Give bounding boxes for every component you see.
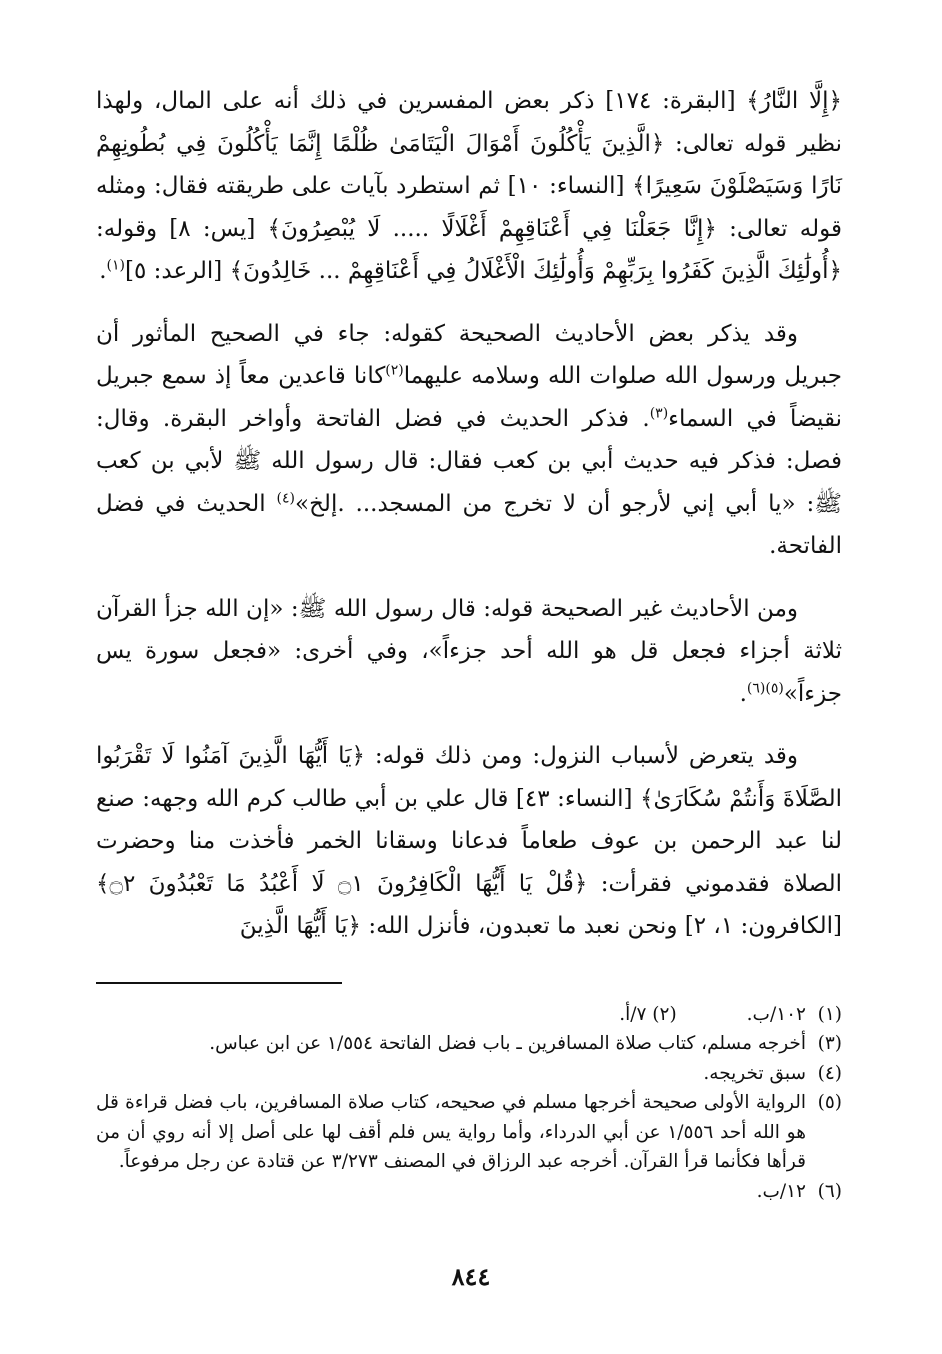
footnote-separator <box>96 982 342 984</box>
footnote-2-text: ٧/أ. <box>619 1003 647 1025</box>
footnote-1-2-text <box>96 1000 806 1030</box>
footnote-6-text: ١٢/ب. <box>756 1180 806 1202</box>
paragraph-3-tail: . <box>739 680 747 707</box>
paragraph-3-text: ومن الأحاديث غير الصحيحة قوله: قال رسول الله ﷺ: «إن الله جزأ القرآن ثلاثة أجزاء فجعل قل هو الله أحد جزءاً»، وفي أخرى: «فجعل سورة يس جزءاً» <box>96 595 842 707</box>
footnotes <box>96 1000 842 1207</box>
footnote-ref-3[interactable]: (٣) <box>649 404 669 421</box>
footnote-separator-wrap <box>96 968 842 1000</box>
footnote-1-2 <box>96 1000 842 1030</box>
footnote-1-text: ١٠٢/ب. <box>746 1003 806 1025</box>
paragraph-1-text: ﴿إِلَّا النَّارُ﴾ [البقرة: ١٧٤] ذكر بعض المفسرين في ذلك أنه على المال، ولهذا نظير قوله تعالى: ﴿الَّذِينَ يَأْكُلُونَ أَمْوَالَ الْيَتَامَىٰ ظُلْمًا إِنَّمَا يَأْكُلُونَ فِي بُطُونِهِمْ نَارًا وَسَيَصْلَوْنَ سَعِيرًا﴾ [النساء: ١٠] ثم استطرد بآيات على طريقته فقال: ومثله قوله تعالى: ﴿إِنَّا جَعَلْنَا فِي أَعْنَاقِهِمْ أَغْلَالًا ..... لَا يُبْصِرُونَ﴾ [يس: ٨] وقوله: ﴿أُولَٰئِكَ الَّذِينَ كَفَرُوا بِرَبِّهِمْ وَأُولَٰئِكَ الْأَغْلَالُ فِي أَعْنَاقِهِمْ ... خَالِدُونَ﴾ [الرعد: ٥] <box>96 88 843 284</box>
footnote-3-number: (٣) <box>817 1033 842 1054</box>
paragraph-2-tail-3: الحديث في فضل الفاتحة. <box>96 490 842 559</box>
paragraph-4 <box>96 735 842 948</box>
paragraph-2-tail: كانا قاعدين معاً إذ سمع جبريل نقيضاً في السماء <box>96 363 842 432</box>
footnote-ref-2[interactable]: (٢) <box>385 362 404 379</box>
paragraph-2-tail-2: . فذكر الحديث في فضل الفاتحة وأواخر البقرة. وقال: فصل: فذكر فيه حديث أبي بن كعب فقال: قال رسول الله ﷺ لأبي بن كعب ﷺ: «يا أبي إني لأرجو أن لا تخرج من المسجد... .إلخ» <box>96 405 843 517</box>
footnote-ref-5-6[interactable]: (٥)(٦) <box>746 679 784 696</box>
footnote-1-number: (١) <box>817 1003 842 1025</box>
footnote-4-text: سبق تخريجه. <box>703 1062 806 1084</box>
footnote-5 <box>96 1088 842 1177</box>
paragraph-2 <box>96 313 842 568</box>
paragraph-4-text: وقد يتعرض لأسباب النزول: ومن ذلك قوله: ﴿يَا أَيُّهَا الَّذِينَ آمَنُوا لَا تَقْرَبُوا الصَّلَاةَ وَأَنتُمْ سُكَارَىٰ﴾ [النساء: ٤٣] قال علي بن أبي طالب كرم الله وجهه: صنع لنا عبد الرحمن بن عوف طعاماً فدعانا وسقانا الخمر فأخذت منا وحضرت الصلاة فقدموني فقرأت: ﴿قُلْ يَا أَيُّهَا الْكَافِرُونَ ۝١ لَا أَعْبُدُ مَا تَعْبُدُونَ ۝٢﴾ [الكافرون: ١، ٢] ونحن نعبد ما تعبدون، فأنزل الله: ﴿يَا أَيُّهَا الَّذِينَ <box>96 743 843 939</box>
footnote-3 <box>96 1029 842 1059</box>
paragraph-1 <box>96 80 842 293</box>
footnote-2-number: (٢) <box>652 1003 677 1025</box>
paragraph-2-text: وقد يذكر بعض الأحاديث الصحيحة كقوله: جاء في الصحيح المأثور أن جبريل ورسول الله صلوات الله وسلامه عليهما <box>96 320 842 389</box>
footnote-ref-4[interactable]: (٤) <box>276 489 296 506</box>
footnote-4 <box>96 1059 842 1089</box>
footnote-6-number: (٦) <box>817 1180 842 1202</box>
footnote-6 <box>96 1177 842 1207</box>
paragraph-3 <box>96 588 842 716</box>
footnote-5-number: (٥) <box>817 1092 842 1113</box>
footnote-3-text: أخرجه مسلم، كتاب صلاة المسافرين ـ باب فضل الفاتحة ١/٥٥٤ عن ابن عباس. <box>209 1033 806 1054</box>
footnote-4-number: (٤) <box>817 1062 842 1084</box>
paragraph-1-tail: . <box>99 258 107 284</box>
footnote-5-text: الرواية الأولى صحيحة أخرجها مسلم في صحيحه، كتاب صلاة المسافرين، باب فضل قراءة قل هو الله أحد ١/٥٥٦ عن أبي الدرداء، وأما رواية يس فلم أقف لها على أصل إلا أنه روي أن من قرأها فكأنما قرأ القرآن. أخرجه عبد الرزاق في المصنف ٣/٢٧٣ عن قتادة عن رجل مرفوعاً. <box>96 1092 806 1172</box>
page-number: ٨٤٤ <box>451 1262 491 1291</box>
footnote-ref-1[interactable]: (١) <box>106 257 126 274</box>
